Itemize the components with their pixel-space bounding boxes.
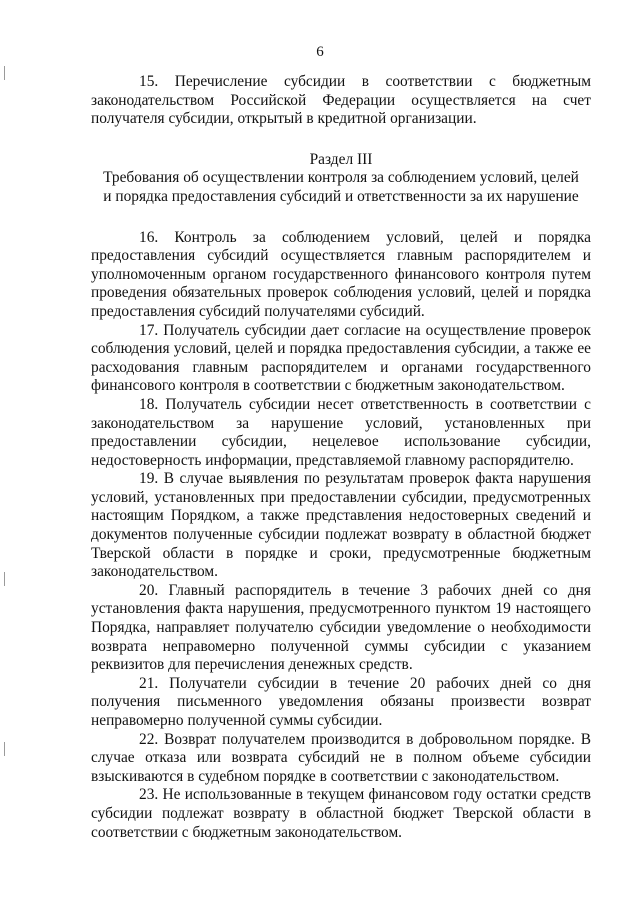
page-number: 6 [316,44,324,60]
paragraph-21: 21. Получатели субсидии в течение 20 рабочих дней со дня получения письменного уведомления обязаны произвести возврат неправомерно полученной суммы субсидии. [91,674,591,729]
scan-edge-mark-middle [4,572,5,586]
scan-edge-mark-lower [4,742,5,756]
paragraph-18: 18. Получатель субсидии несет ответственность в соответствии с законодательством за нарушение условий, установленных при предоставлении субсидии, нецелевое использование субсидии, недостоверность информации, представляемой главному распорядителю. [91,395,591,469]
paragraph-22: 22. Возврат получателем производится в добровольном порядке. В случае отказа или возврата субсидий не в полном объеме субсидии взыскиваются в судебном порядке в соответствии с законодательством. [91,730,591,785]
paragraph-17: 17. Получатель субсидии дает согласие на осуществление проверок соблюдения условий, целей и порядка предоставления субсидии, а также ее расходования главным распорядителем и органами государственного финансового контроля в соответствии с бюджетным законодательством. [91,321,591,395]
paragraph-19: 19. В случае выявления по результатам проверок факта нарушения условий, установленных при предоставлении субсидии, предусмотренных настоящим Порядком, а также представления недостоверных сведений и документов полученные субсидии подлежат возврату в областной бюджет Тверской области в порядке и сроки, предусмотренные бюджетным законодательством. [91,470,591,581]
paragraph-20: 20. Главный распорядитель в течение 3 рабочих дней со дня установления факта нарушения, предусмотренного пунктом 19 настоящего Порядка, направляет получателю субсидии уведомление о необходимости возврата неправомерно полученной суммы субсидии с указанием реквизитов для перечисления денежных средств. [91,581,591,674]
section-heading-line-2: и порядка предоставления субсидий и ответственности за их нарушение [103,187,579,205]
section-heading-line-1: Требования об осуществлении контроля за соблюдением условий, целей [103,169,579,187]
paragraph-15: 15. Перечисление субсидии в соответствии с бюджетным законодательством Российской Федерации осуществляется на счет получателя субсидии, открытый в кредитной организации. [91,73,591,128]
scan-edge-mark-top [4,66,5,80]
document-body [91,73,591,842]
paragraph-16: 16. Контроль за соблюдением условий, целей и порядка предоставления субсидий осуществляется главным распорядителем и уполномоченным органом государственного финансового контроля путем проведения обязательных проверок соблюдения условий, целей и порядка предоставления субсидий получателями субсидий. [91,228,591,320]
section-title: Раздел III [309,150,373,168]
paragraph-23: 23. Не использованные в текущем финансовом году остатки средств субсидии подлежат возврату в областной бюджет Тверской области в соответствии с бюджетным законодательством. [91,786,591,841]
